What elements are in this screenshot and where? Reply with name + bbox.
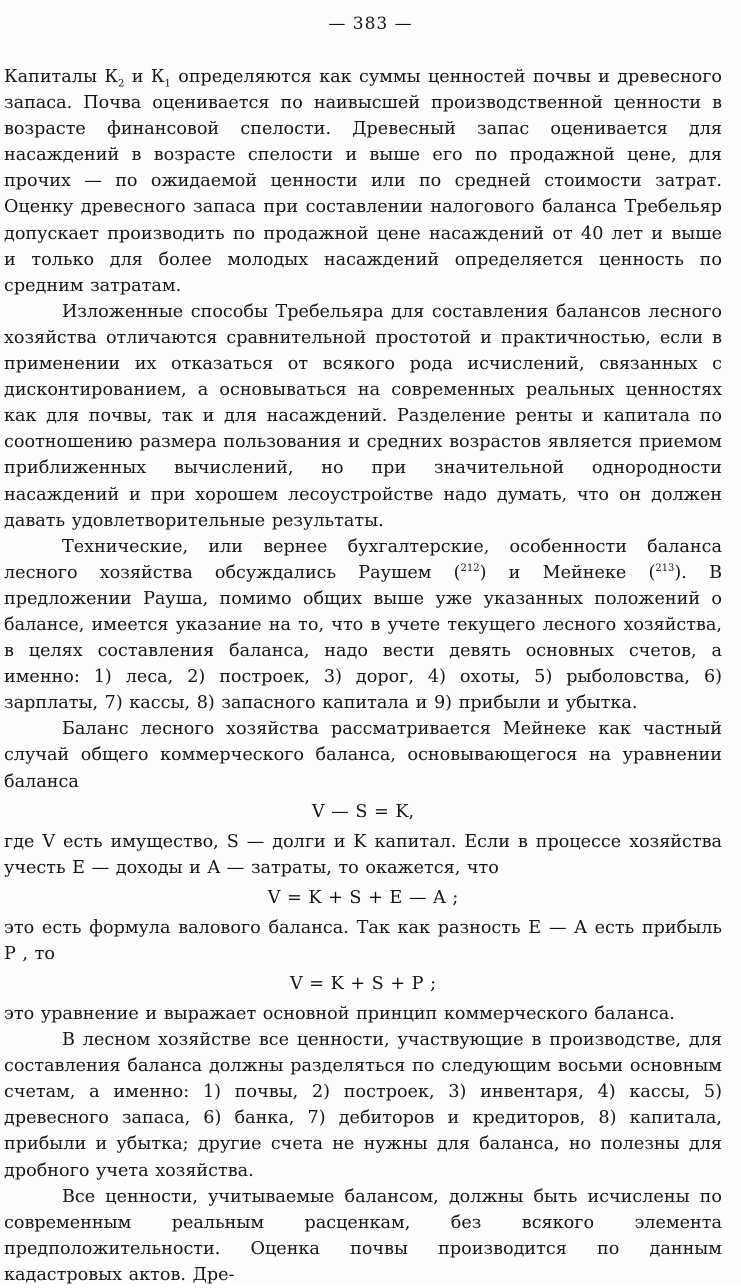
- text-segment: ) и Мейнеке (: [479, 562, 656, 583]
- text-segment: Все ценности, учитываемые балансом, должны быть исчислены по современным реальным расценкам, без всякого элемента предположительности. Оценка почвы производится по данным кадастровых актов. Дре-: [4, 1186, 722, 1285]
- paragraph-p2: [4, 299, 722, 534]
- paragraph-p3: [4, 534, 722, 717]
- text-segment: это уравнение и выражает основной принцип коммерческого баланса.: [4, 1004, 675, 1024]
- formula-f2: [4, 881, 722, 915]
- paragraph-p8: [4, 1027, 722, 1184]
- page-number: — 383 —: [328, 14, 413, 34]
- text-segment: V = K + S + P ;: [289, 974, 437, 994]
- text-segment: определяются как суммы ценностей почвы и древесного запаса. Почва оценивается по наивысшей производственной ценности в возрасте финансовой спелости. Древесный запас оценивается для насаждений в возрасте спелости и выше его по продажной цене, для прочих — по ожидаемой ценности или по средней стоимости затрат. Оценку древесного запаса при составлении налогового баланса Требельяр допускает производить по продажной цене насаждений от 40 лет и выше и только для более молодых насаждений определяется ценность по средним затратам.: [4, 67, 723, 296]
- formula-f3: [4, 967, 722, 1001]
- text-segment: это есть формула валового баланса. Так как разность E — A есть прибыль P , то: [4, 917, 722, 964]
- footnote-ref: 213: [655, 562, 675, 574]
- paragraph-p1: [4, 64, 722, 299]
- paragraph-p9: [4, 1184, 722, 1288]
- paragraph-p5: [4, 829, 722, 881]
- subscript: 1: [164, 78, 171, 90]
- text-segment: где V есть имущество, S — долги и K капитал. Если в процессе хозяйства учесть E — доходы и A — затраты, то окажется, что: [4, 831, 722, 878]
- text-segment: В лесном хозяйстве все ценности, участвующие в производстве, для составления баланса должны разделяться по следующим восьми основным счетам, а именно: 1) почвы, 2) построек, 3) инвентаря, 4) кассы, 5) древесного запаса, 6) банка, 7) дебиторов и кредиторов, 8) капитала, прибыли и убытка; другие счета не нужны для баланса, но полезны для дробного учета хозяйства.: [4, 1030, 722, 1181]
- text-segment: Изложенные способы Требельяра для составления балансов лесного хозяйства отличаются сравнительной простотой и практичностью, если в применении их отказаться от всякого рода исчислений, связанных с дисконтированием, а основываться на современных реальных ценностях как для почвы, так и для насаждений. Разделение ренты и капитала по соотношению размера пользования и средних возрастов является приемом приближенных вычислений, но при значительной однородности насаждений и при хорошем лесоустройстве надо думать, что он должен давать удовлетворительные результаты.: [4, 301, 722, 531]
- paragraph-p7: [4, 1001, 722, 1027]
- text-segment: ). В предложении Рауша, помимо общих выше уже указанных положений о балансе, имеется указание на то, что в учете текущего лесного хозяйства, в целях составления баланса, надо вести девять основных счетов, а именно: 1) леса, 2) построек, 3) дорог, 4) охоты, 5) рыболовства, 6) зарплаты, 7) кассы, 8) запасного капитала и 9) прибыли и убытка.: [4, 562, 722, 714]
- body-text: [4, 64, 722, 1288]
- text-segment: V — S = K,: [311, 801, 415, 822]
- paragraph-p4: [4, 716, 722, 794]
- paragraph-p6: [4, 915, 722, 967]
- text-segment: Капиталы К: [4, 67, 118, 87]
- subscript: 2: [117, 78, 125, 90]
- text-segment: V = K + S + E — A ;: [267, 887, 459, 908]
- text-segment: и К: [124, 67, 165, 87]
- formula-f1: [4, 795, 722, 829]
- text-segment: Технические, или вернее бухгалтерские, особенности баланса лесного хозяйства обсуждались Раушем (: [4, 536, 722, 583]
- footnote-ref: 212: [460, 562, 480, 574]
- text-segment: Баланс лесного хозяйства рассматривается Мейнеке как частный случай общего коммерческого баланса, основывающегося на уравнении баланса: [4, 719, 722, 792]
